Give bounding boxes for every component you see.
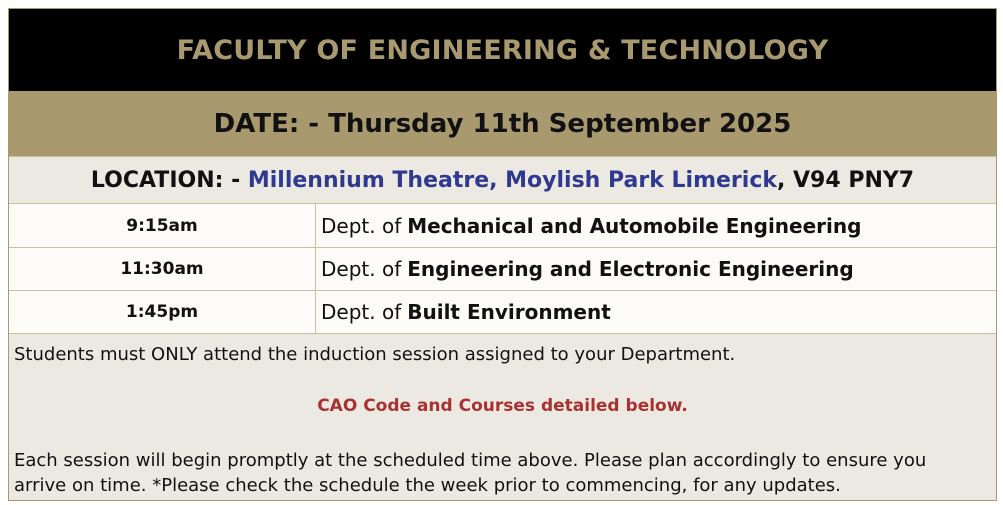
session-row [9,203,996,247]
session-department [316,248,996,290]
session-time: 11:30am [9,248,316,290]
faculty-title: FACULTY OF ENGINEERING & TECHNOLOGY [176,34,829,66]
date-text: DATE: - Thursday 11th September 2025 [213,109,792,139]
session-time: 9:15am [9,204,316,247]
cao-code-note: CAO Code and Courses detailed below. [317,396,688,416]
dept-name: Built Environment [407,300,611,324]
dept-name: Mechanical and Automobile Engineering [407,213,862,238]
session-time: 1:45pm [9,291,316,333]
dept-prefix: Dept. of [321,300,402,324]
location-place-link[interactable]: Millennium Theatre, Moylish Park Limerick [247,167,777,193]
session-department [316,291,996,333]
induction-schedule-table [8,8,997,501]
date-row [9,91,996,156]
location-suffix: , V94 PNY7 [777,167,915,193]
session-department [316,204,996,247]
notes-panel [9,333,996,500]
session-row [9,247,996,290]
session-row [9,290,996,333]
location-prefix: LOCATION: - [90,167,248,193]
location-row [9,156,996,203]
dept-prefix: Dept. of [321,257,402,281]
punctuality-note: Each session will begin promptly at the scheduled time above. Please plan accordingly to ensure you arrive on time. *Please check the schedule the week prior to commencing, for any updates. [14,450,927,496]
attendance-note: Students must ONLY attend the induction session assigned to your Department. [14,344,736,365]
dept-prefix: Dept. of [321,213,402,238]
dept-name: Engineering and Electronic Engineering [407,257,854,281]
faculty-header [9,9,996,91]
